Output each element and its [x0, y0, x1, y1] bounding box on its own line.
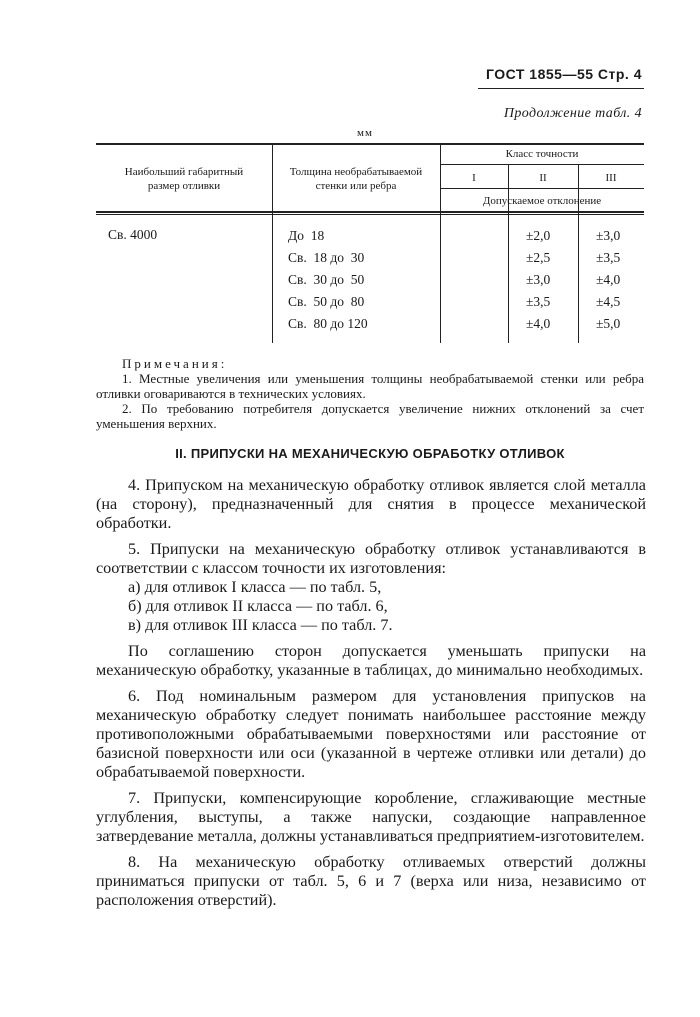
- cell-class2-row-4: ±3,5: [526, 294, 551, 309]
- list-item-b: б) для отливок II класса — по табл. 6,: [128, 597, 388, 615]
- header-thickness-line-1: Толщина необрабатываемой: [289, 166, 423, 178]
- cell-thickness-row-4: Св. 50 до 80: [288, 294, 365, 309]
- cell-class3-row-4: ±4,5: [596, 294, 621, 309]
- table-notes: [96, 356, 644, 431]
- table-unit: мм: [357, 127, 373, 139]
- cell-size: Св. 4000: [108, 227, 158, 242]
- table-continuation-label: Продолжение табл. 4: [503, 106, 642, 121]
- cell-class3-row-1: ±3,0: [596, 228, 621, 243]
- paragraph-4: 4. Припуском на механическую обработку отливок является слой металла (на сторону), предназначенный для снятия в процессе механической обработки.: [96, 476, 646, 532]
- paragraph-6: 6. Под номинальным размером для установления припусков на механическую обработку следует понимать наибольшее расстояние между противоположными обрабатываемыми поверхностями или расстояние от базисной поверхности или оси (указанной в чертеже отливки или детали) до обрабатываемой поверхности.: [96, 687, 646, 781]
- paragraph-8: 8. На механическую обработку отливаемых отверстий должны приниматься припуски от табл. 5, 6 и 7 (верха или низа, независимо от расположения отверстий).: [96, 853, 646, 909]
- header-class-1: I: [472, 172, 476, 184]
- header-rule: [478, 88, 644, 89]
- header-class-3: III: [605, 172, 617, 184]
- cell-class3-row-5: ±5,0: [596, 316, 621, 331]
- cell-class2-row-2: ±2,5: [526, 250, 551, 265]
- header-size: [96, 165, 272, 193]
- header-class: Класс точности: [505, 148, 579, 160]
- table-header-bottom-rule: [96, 211, 644, 213]
- table-top-rule: [96, 143, 644, 145]
- cell-class2-row-3: ±3,0: [526, 272, 551, 287]
- table-col-divider-3: [508, 164, 509, 343]
- cell-class2-row-1: ±2,0: [526, 228, 551, 243]
- header-size-line-2: размер отливки: [147, 180, 221, 192]
- header-size-line-1: Наибольший габаритный: [124, 166, 244, 178]
- note-2: 2. По требованию потребителя допускается увеличение нижних отклонений за счет уменьшения верхних.: [96, 401, 644, 431]
- page-header: ГОСТ 1855—55 Стр. 4: [485, 66, 642, 82]
- paragraph-7: 7. Припуски, компенсирующие коробление, сглаживающие местные углубления, выступы, а также напуски, создающие направленное затвердевание металла, должны устанавливаться предприятием-изготовителем.: [96, 789, 646, 845]
- table-col-divider-4: [578, 164, 579, 343]
- note-1: 1. Местные увеличения или уменьшения толщины необрабатываемой стенки или ребра отливки оговариваются в технических условиях.: [96, 371, 644, 401]
- cell-thickness-row-5: Св. 80 до 120: [288, 316, 368, 331]
- paragraph-agreement: По соглашению сторон допускается уменьшать припуски на механическую обработку, указанные в таблицах, до минимально необходимых.: [96, 642, 646, 679]
- cell-thickness-row-2: Св. 18 до 30: [288, 250, 365, 265]
- list-item-c: в) для отливок III класса — по табл. 7.: [128, 616, 393, 634]
- paragraph-5: 5. Припуски на механическую обработку отливок устанавливаются в соответствии с классом точности их изготовления:: [96, 540, 646, 577]
- cell-class2-row-5: ±4,0: [526, 316, 551, 331]
- section-title: II. ПРИПУСКИ НА МЕХАНИЧЕСКУЮ ОБРАБОТКУ ОТЛИВОК: [175, 446, 565, 461]
- section-body: [96, 476, 646, 910]
- cell-class3-row-2: ±3,5: [596, 250, 621, 265]
- table-classes-rule: [440, 188, 644, 189]
- table-class-rule: [440, 164, 644, 165]
- header-thickness: [272, 165, 440, 193]
- notes-title: Примечания:: [122, 356, 228, 371]
- cell-class3-row-3: ±4,0: [596, 272, 621, 287]
- list-item-a: а) для отливок I класса — по табл. 5,: [128, 578, 382, 596]
- header-class-2: II: [539, 172, 547, 184]
- cell-thickness-row-1: До 18: [288, 228, 325, 243]
- header-deviation: Допускаемое отклонение: [482, 195, 602, 207]
- tolerance-table: [96, 143, 644, 343]
- table-header-bottom-rule-2: [96, 214, 644, 215]
- cell-thickness-row-3: Св. 30 до 50: [288, 272, 365, 287]
- header-thickness-line-2: стенки или ребра: [315, 180, 397, 192]
